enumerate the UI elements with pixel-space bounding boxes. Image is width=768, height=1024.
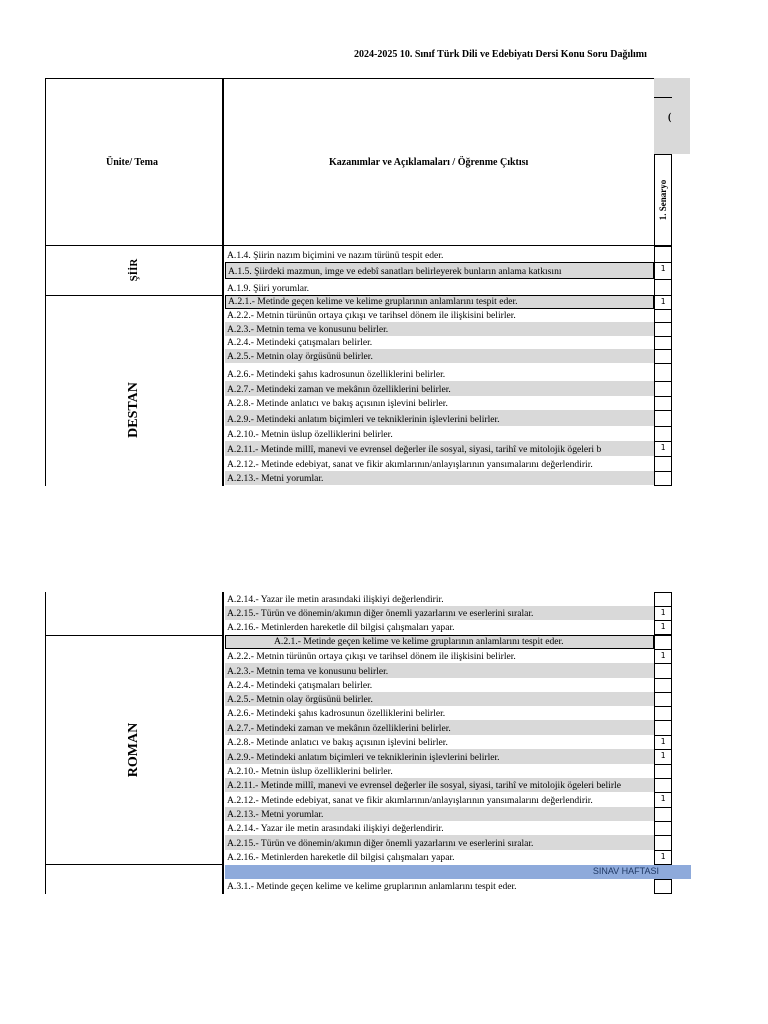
kazanim-text: A.2.1.- Metinde geçen kelime ve kelime gruplarının anlamlarını tespit eder. — [228, 296, 518, 308]
kazanim-text: A.2.4.- Metindeki çatışmaları belirler. — [227, 680, 373, 692]
senaryo-count-cell — [654, 363, 672, 382]
kazanim-row — [225, 850, 654, 864]
senaryo-count-cell — [654, 349, 672, 364]
kazanim-row — [225, 363, 654, 381]
senaryo-count-cell — [654, 649, 672, 664]
kazanim-row — [225, 649, 654, 663]
senaryo-count-cell — [654, 720, 672, 736]
kazanim-text: A.2.12.- Metinde edebiyat, sanat ve fikir akımlarının/anlayışlarının yansımalarını değerlendirir. — [227, 459, 593, 471]
page-title: 2024-2025 10. Sınıf Türk Dili ve Edebiyatı Dersi Konu Soru Dağılımı — [354, 49, 647, 60]
kazanim-text: A.2.16.- Metinlerden hareketle dil bilgisi çalışmaları yapar. — [227, 622, 455, 634]
senaryo-count-cell — [654, 456, 672, 472]
senaryo-count-cell — [654, 246, 672, 263]
senaryo-count-cell — [654, 279, 672, 296]
kazanim-text: A.2.8.- Metinde anlatıcı ve bakış açısının işlevini belirler. — [227, 737, 448, 749]
senaryo-count-cell — [654, 692, 672, 707]
senaryo-count-cell — [654, 426, 672, 442]
senaryo-count-cell — [654, 678, 672, 693]
kazanim-text: A.2.14.- Yazar ile metin arasındaki ilişkiyi değerlendirir. — [227, 594, 444, 606]
kazanim-row — [225, 735, 654, 749]
kazanim-row — [225, 322, 654, 336]
kazanim-row — [225, 426, 654, 441]
kazanim-row — [225, 807, 654, 821]
kazanim-row — [225, 336, 654, 349]
senaryo-count-cell — [654, 835, 672, 851]
kazanim-row — [225, 792, 654, 807]
senaryo-count-cell — [654, 309, 672, 323]
kazanim-text: A.2.9.- Metindeki anlatım biçimleri ve tekniklerinin işlevlerini belirler. — [227, 752, 500, 764]
header-column-group-label: ( — [668, 112, 672, 123]
senaryo-count-cell — [654, 396, 672, 411]
senaryo-count: 1 — [660, 651, 666, 660]
siir-bottom-line — [45, 295, 223, 296]
kazanim-text: A.2.15.- Türün ve dönemin/akımın diğer önemli yazarlarını ve eserlerini sıralar. — [227, 608, 534, 620]
kazanim-text: A.2.16.- Metinlerden hareketle dil bilgisi çalışmaları yapar. — [227, 852, 455, 864]
kazanim-row — [225, 381, 654, 396]
kazanim-row — [225, 663, 654, 678]
senaryo-count-cell — [654, 441, 672, 457]
kazanim-text: A.1.4. Şiirin nazım biçimini ve nazım türünü tespit eder. — [227, 250, 444, 262]
sinav-haftasi-bar — [225, 865, 691, 879]
header-kazanim-label: Kazanımlar ve Açıklamaları / Öğrenme Çıktısı — [329, 157, 529, 168]
kazanim-text: A.2.4.- Metindeki çatışmaları belirler. — [227, 337, 373, 349]
kazanim-text: A.2.11.- Metinde millî, manevi ve evrensel değerler ile sosyal, siyasi, tarihî ve mitolojik ögeleri belirle — [227, 780, 621, 792]
kazanim-row — [225, 396, 654, 410]
kazanim-row — [225, 720, 654, 735]
kazanim-row — [225, 764, 654, 778]
kazanim-text: A.2.2.- Metnin türünün ortaya çıkışı ve tarihsel dönem ile ilişkisini belirler. — [227, 310, 516, 322]
kazanim-text: A.2.15.- Türün ve dönemin/akımın diğer önemli yazarlarını ve eserlerini sıralar. — [227, 838, 534, 850]
kazanim-text: A.2.5.- Metnin olay örgüsünü belirler. — [227, 351, 373, 363]
kazanim-row — [225, 778, 654, 792]
senaryo-count-cell — [654, 749, 672, 765]
header-unite-label: Ünite/ Tema — [106, 157, 158, 168]
senaryo-count-cell — [654, 471, 672, 486]
senaryo-count-cell — [654, 706, 672, 721]
senaryo-count-cell — [654, 295, 672, 310]
kazanim-text: A.1.5. Şiirdeki mazmun, imge ve edebî sanatları belirleyerek bunların anlama katkısını — [228, 266, 562, 278]
left-border — [45, 246, 46, 486]
destan-cont-bottom-line — [45, 635, 223, 636]
kazanim-text: A.2.7.- Metindeki zaman ve mekânın özelliklerini belirler. — [227, 723, 451, 735]
kazanim-text: A.2.7.- Metindeki zaman ve mekânın özelliklerini belirler. — [227, 384, 451, 396]
kazanim-text: A.2.12.- Metinde edebiyat, sanat ve fikir akımlarının/anlayışlarının yansımalarını değerlendirir. — [227, 795, 593, 807]
sinav-haftasi-label: SINAV HAFTASI — [592, 866, 659, 876]
theme-divider — [222, 246, 224, 486]
kazanim-text: A.2.6.- Metindeki şahıs kadrosunun özelliklerini belirler. — [227, 708, 446, 720]
left-border-2 — [45, 592, 46, 894]
kazanim-text: A.2.11.- Metinde millî, manevi ve evrensel değerler ile sosyal, siyasi, tarihî ve mitolojik ögeleri b — [227, 444, 602, 456]
kazanim-text: A.2.2.- Metnin türünün ortaya çıkışı ve tarihsel dönem ile ilişkisini belirler. — [227, 651, 516, 663]
senaryo-count: 1 — [660, 737, 666, 746]
senaryo-count-cell — [654, 807, 672, 822]
kazanim-text: A.1.9. Şiiri yorumlar. — [227, 283, 310, 295]
kazanim-row — [225, 349, 654, 363]
kazanim-row — [225, 606, 654, 620]
kazanim-text: A.2.3.- Metnin tema ve konusunu belirler. — [227, 324, 389, 336]
senaryo-count-cell — [654, 879, 672, 894]
senaryo-count-cell — [654, 821, 672, 836]
senaryo-count-cell — [654, 735, 672, 750]
header-senaryo-label: 1. Senaryo — [658, 179, 668, 221]
header-column-group — [654, 78, 690, 154]
kazanim-text: A.2.13.- Metni yorumlar. — [227, 809, 324, 821]
header-divider — [654, 97, 672, 98]
kazanim-row — [225, 410, 654, 426]
senaryo-count-cell — [654, 778, 672, 793]
kazanim-row — [225, 620, 654, 634]
header-unite-cell — [45, 78, 224, 246]
kazanim-text: A.2.13.- Metni yorumlar. — [227, 473, 324, 485]
kazanim-text: A.2.10.- Metnin üslup özelliklerini belirler. — [227, 429, 393, 441]
senaryo-count-cell — [654, 850, 672, 865]
senaryo-count-cell — [654, 792, 672, 808]
kazanim-text: A.3.1.- Metinde geçen kelime ve kelime gruplarının anlamlarını tespit eder. — [227, 881, 517, 893]
senaryo-count: 1 — [660, 852, 666, 861]
senaryo-count-cell — [654, 410, 672, 427]
theme-siir: ŞİİR — [128, 258, 140, 282]
theme-divider-2 — [222, 592, 224, 894]
senaryo-count-cell — [654, 592, 672, 607]
senaryo-count: 1 — [660, 264, 666, 273]
kazanim-row — [225, 592, 654, 606]
kazanim-row — [225, 749, 654, 764]
senaryo-count-cell — [654, 606, 672, 621]
kazanim-text: A.2.14.- Yazar ile metin arasındaki ilişkiyi değerlendirir. — [227, 823, 444, 835]
senaryo-count-cell — [654, 635, 672, 650]
kazanim-text: A.2.3.- Metnin tema ve konusunu belirler. — [227, 666, 389, 678]
senaryo-count: 1 — [660, 297, 666, 306]
senaryo-count-cell — [654, 336, 672, 350]
senaryo-count: 1 — [660, 443, 666, 452]
kazanim-row — [225, 692, 654, 706]
kazanim-row — [225, 441, 654, 456]
senaryo-count-cell — [654, 764, 672, 779]
kazanim-row — [225, 246, 654, 262]
kazanim-row — [225, 279, 654, 295]
kazanim-row — [225, 706, 654, 720]
senaryo-count: 1 — [660, 622, 666, 631]
kazanim-text: A.2.9.- Metindeki anlatım biçimleri ve tekniklerinin işlevlerini belirler. — [227, 414, 500, 426]
senaryo-count-cell — [654, 620, 672, 635]
kazanim-text: A.2.8.- Metinde anlatıcı ve bakış açısının işlevini belirler. — [227, 398, 448, 410]
roman-bottom-line — [45, 864, 223, 865]
senaryo-count: 1 — [660, 608, 666, 617]
kazanim-row — [225, 456, 654, 471]
senaryo-count-cell — [654, 663, 672, 679]
senaryo-count-cell — [654, 381, 672, 397]
kazanim-text: A.2.6.- Metindeki şahıs kadrosunun özelliklerini belirler. — [227, 369, 446, 381]
theme-roman: ROMAN — [126, 722, 141, 778]
senaryo-count: 1 — [660, 751, 666, 760]
senaryo-count: 1 — [660, 794, 666, 803]
kazanim-row — [225, 309, 654, 322]
kazanim-row — [225, 635, 654, 649]
kazanim-row — [225, 835, 654, 850]
kazanim-row — [225, 262, 654, 279]
senaryo-count-cell — [654, 322, 672, 337]
header-kazanim-cell — [223, 78, 654, 246]
kazanim-row — [225, 821, 654, 835]
kazanim-text: A.2.5.- Metnin olay örgüsünü belirler. — [227, 694, 373, 706]
senaryo-count-cell — [654, 262, 672, 280]
theme-destan: DESTAN — [126, 382, 141, 438]
kazanim-row — [225, 295, 654, 309]
kazanim-row — [225, 678, 654, 692]
kazanim-row — [225, 471, 654, 485]
kazanim-text: A.2.10.- Metnin üslup özelliklerini belirler. — [227, 766, 393, 778]
kazanim-row — [225, 879, 654, 893]
kazanim-text: A.2.1.- Metinde geçen kelime ve kelime gruplarının anlamlarını tespit eder. — [274, 636, 564, 648]
